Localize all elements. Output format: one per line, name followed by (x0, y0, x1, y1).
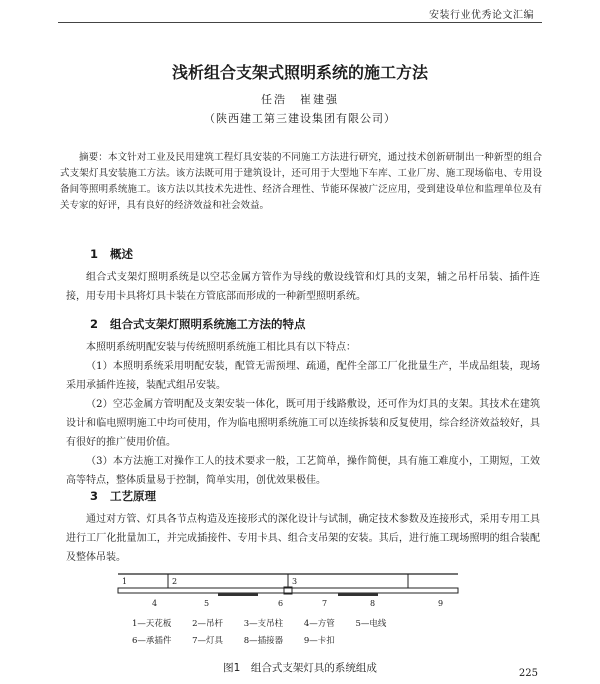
legend-item: 4—方管 (303, 619, 335, 629)
legend-item: 8—插接器 (243, 636, 284, 646)
legend-item: 3—支吊柱 (243, 619, 284, 629)
journal-name: 安装行业优秀论文汇编 (429, 10, 534, 21)
header-divider (58, 22, 542, 23)
figure-label-7: 7 (322, 599, 328, 608)
section-2-heading: 2 组合式支架灯照明系统施工方法的特点 (90, 317, 306, 331)
article-affiliation: （陕西建工第三建设集团有限公司） (204, 112, 396, 125)
legend-item: 5—电线 (355, 619, 387, 629)
article-title: 浅析组合支架式照明系统的施工方法 (171, 63, 428, 82)
section-2-paragraph-1: （1）本照明系统采用明配安装，配管无需预埋、疏通，配件全部工厂化批量生产，半成品组装，现场采用承插件连接，装配式组吊安装。 (66, 361, 540, 391)
article-authors: 任浩 崔建强 (261, 93, 339, 106)
section-2-paragraph-intro: 本照明系统明配安装与传统照明系统施工相比具有以下特点： (86, 342, 356, 353)
figure-label-9: 9 (438, 599, 444, 608)
figure-label-8: 8 (370, 599, 376, 608)
figure-label-6: 6 (278, 599, 284, 608)
legend-item: 1—天花板 (132, 619, 172, 629)
article-abstract: 摘要：本文针对工业及民用建筑工程灯具安装的不同施工方法进行研究，通过技术创新研制出一种新型的组合式支架灯具安装施工方法。该方法既可用于建筑设计，还可用于大型地下车库、工业厂房、施工现场临电、专用设备间等照明系统施工。该方法以其技术先进性、经济合理性、节能环保被广泛应用，受到建设单位和监理单位及有关专家的好评，具有良好的经济效益和社会效益。 (60, 152, 542, 211)
legend-item: 9—卡扣 (303, 636, 335, 646)
legend-item: 7—灯具 (192, 636, 224, 646)
page-number: 225 (518, 668, 538, 679)
square-tube (118, 588, 458, 593)
section-2-paragraph-3: （3）本方法施工对操作工人的技术要求一般，工艺简单，操作简便，具有施工难度小，工期短，工效高等特点，整体质量易于控制，简单实用，创优效果极佳。 (66, 456, 540, 486)
figure-label-5: 5 (204, 599, 210, 608)
section-3-heading: 3 工艺原理 (90, 489, 157, 503)
figure-legend-row-2 (132, 634, 353, 646)
figure-label-2: 2 (172, 577, 178, 586)
figure-legend-row-1 (132, 617, 404, 629)
figure-label-3: 3 (292, 577, 298, 586)
legend-item: 6—承插件 (132, 636, 172, 646)
legend-item: 2—吊杆 (192, 619, 224, 629)
lamp (338, 593, 378, 596)
section-2-paragraph-2: （2）空芯金属方管明配及支架安装一体化，既可用于线路敷设，还可作为灯具的支架。其技术在建筑设计和临电照明施工中均可使用，作为临电照明系统施工可以连续拆装和反复使用，综合经济效益较好，具有很好的推广使用价值。 (66, 399, 540, 448)
section-3-paragraph: 通过对方管、灯具各节点构造及连接形式的深化设计与试制，确定技术参数及连接形式，采用专用工具进行工厂化批量加工，并完成插接件、专用卡具、组合支吊架的安装。其后，进行施工现场照明的组合装配及整体吊装。 (66, 514, 540, 563)
section-1-paragraph: 组合式支架灯照明系统是以空芯金属方管作为导线的敷设线管和灯具的支架，辅之吊杆吊装、插件连接，用专用卡具将灯具卡装在方管底部而形成的一种新型照明系统。 (66, 272, 540, 302)
figure-caption: 图1 组合式支架灯具的系统组成 (223, 662, 377, 674)
figure-label-1: 1 (122, 577, 128, 586)
figure-label-4: 4 (152, 599, 158, 608)
lamp (218, 593, 258, 596)
section-1-heading: 1 概述 (90, 247, 134, 261)
